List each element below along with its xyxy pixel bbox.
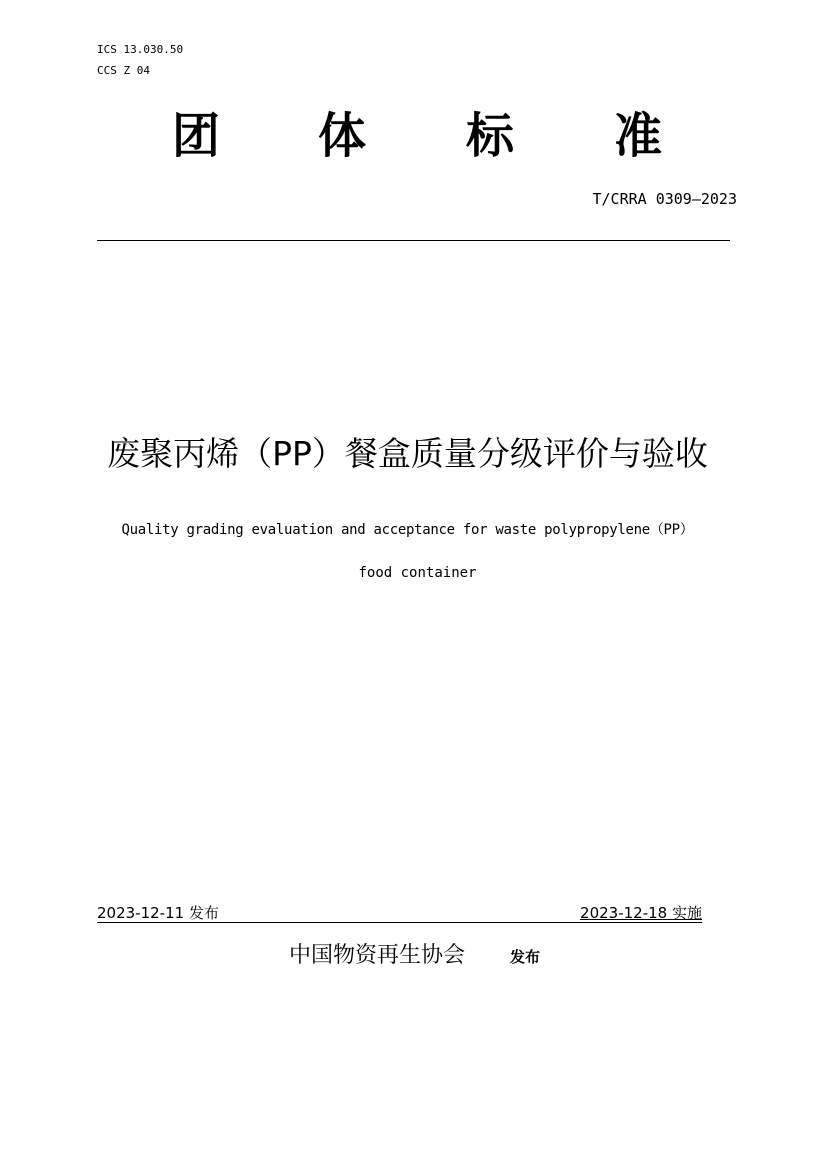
standard-number: T/CRRA 0309—2023 xyxy=(592,190,737,208)
footer-divider xyxy=(97,922,702,923)
ccs-code: CCS Z 04 xyxy=(97,64,150,77)
standard-type-char-3: 标 xyxy=(466,108,515,164)
publisher-name: 中国物资再生协会 xyxy=(289,943,466,968)
standard-type-char-2: 体 xyxy=(318,108,367,164)
header-divider xyxy=(97,240,730,241)
standard-type-char-4: 准 xyxy=(614,108,663,164)
ics-code: ICS 13.030.50 xyxy=(97,43,184,56)
title-chinese: 废聚丙烯（PP）餐盒质量分级评价与验收 xyxy=(107,434,708,473)
issue-date: 2023-12-11 发布 xyxy=(97,904,219,922)
title-english-line-2: food container xyxy=(358,565,477,581)
implementation-date: 2023-12-18 实施 xyxy=(580,904,702,922)
publisher-action: 发布 xyxy=(510,948,541,966)
standard-type-char-1: 团 xyxy=(172,108,221,164)
title-english-line-1: Quality grading evaluation and acceptance for waste polypropylene（PP） xyxy=(121,522,694,538)
